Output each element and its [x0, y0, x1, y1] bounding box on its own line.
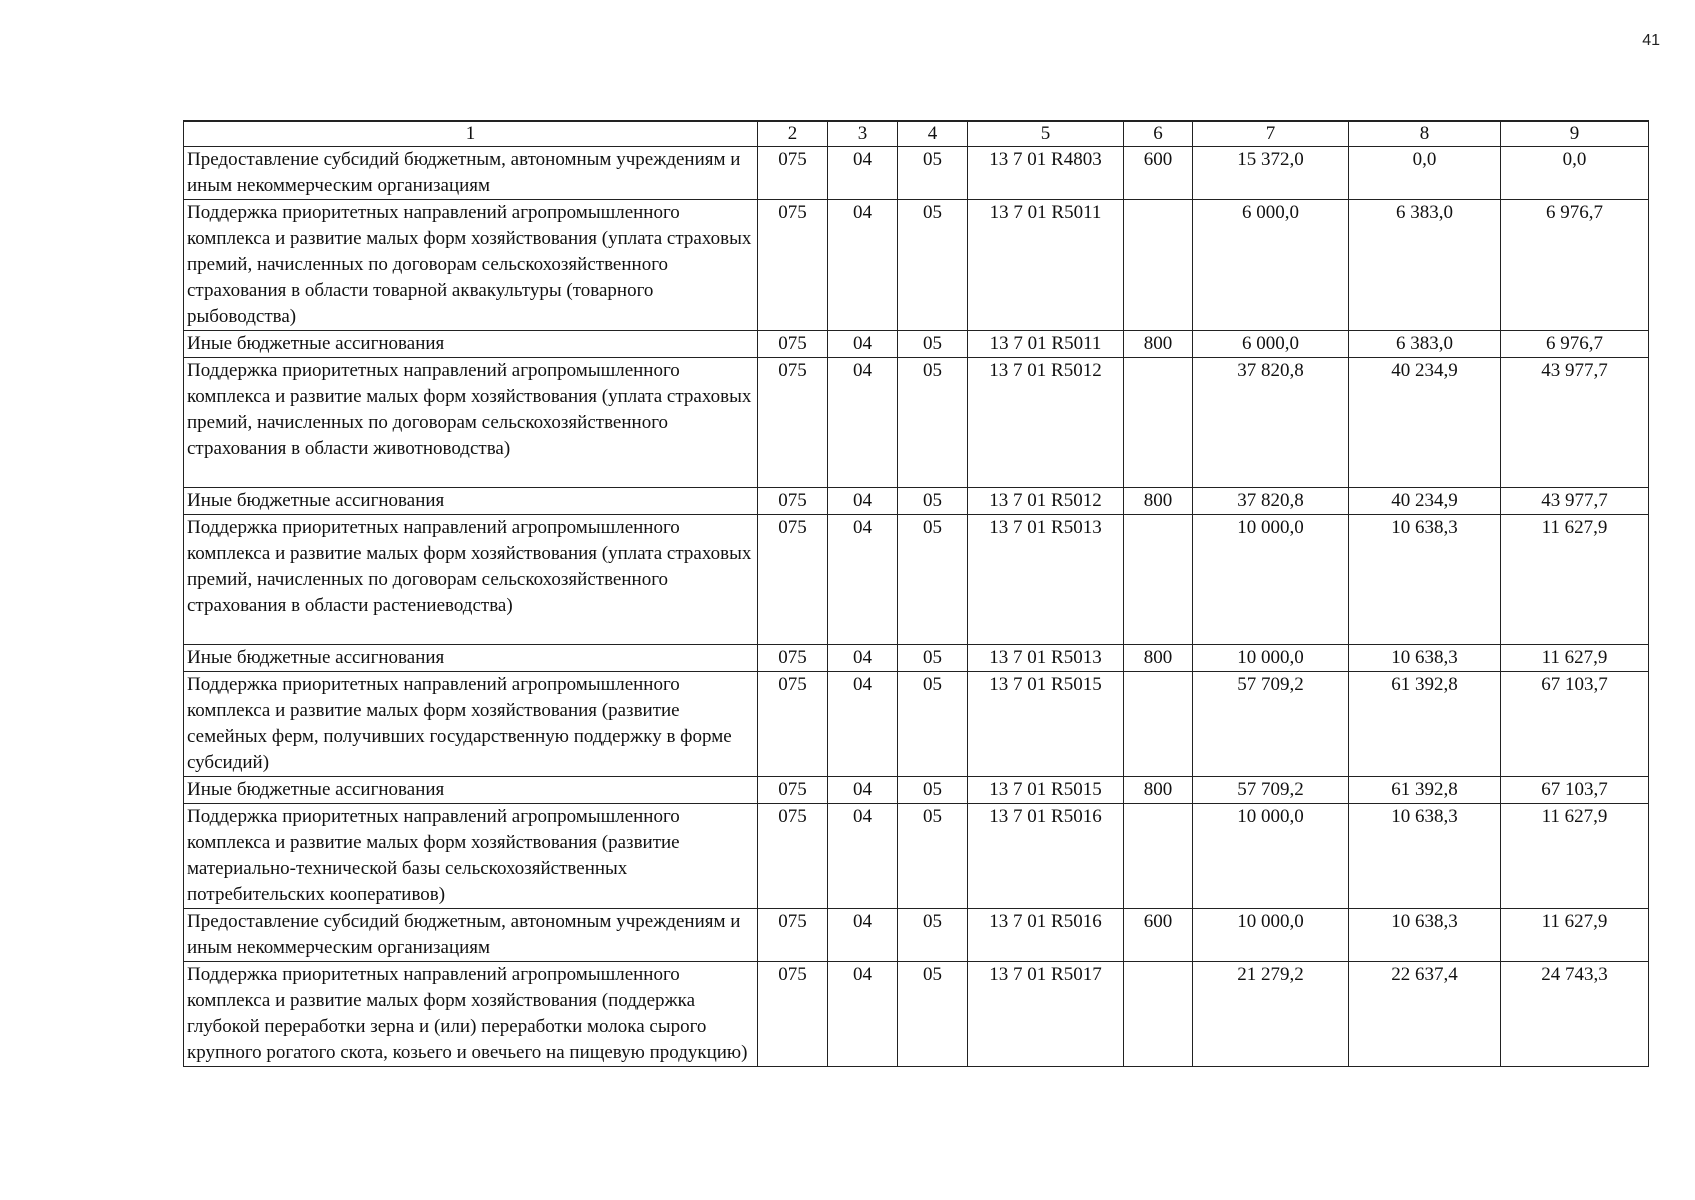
table-row: [184, 777, 1649, 804]
cell-amount-col7: 10 000,0: [1193, 515, 1349, 645]
cell-grbs: 075: [758, 909, 828, 962]
table-row: [184, 672, 1649, 777]
cell-grbs: 075: [758, 645, 828, 672]
row-name: Иные бюджетные ассигнования: [184, 645, 758, 672]
cell-expense-type: [1124, 515, 1193, 645]
row-name: Иные бюджетные ассигнования: [184, 488, 758, 515]
cell-grbs: 075: [758, 488, 828, 515]
cell-section: 04: [828, 777, 898, 804]
cell-amount-col8: 0,0: [1349, 147, 1501, 200]
header-cell: 2: [758, 121, 828, 147]
cell-amount-col8: 40 234,9: [1349, 358, 1501, 488]
cell-grbs: 075: [758, 777, 828, 804]
cell-section: 04: [828, 200, 898, 331]
cell-amount-col9: 11 627,9: [1501, 515, 1649, 645]
header-cell: 7: [1193, 121, 1349, 147]
cell-target-article: 13 7 01 R5015: [968, 672, 1124, 777]
row-name: Предоставление субсидий бюджетным, автономным учреждениям и иным некоммерческим организациям: [184, 147, 758, 200]
table-row: [184, 645, 1649, 672]
cell-subsection: 05: [898, 645, 968, 672]
cell-section: 04: [828, 358, 898, 488]
row-name: Поддержка приоритетных направлений агропромышленного комплекса и развитие малых форм хозяйствования (уплата страховых премий, начисленных по договорам сельскохозяйственного страхования в области животноводства): [184, 358, 758, 488]
table-row: [184, 331, 1649, 358]
cell-amount-col9: 24 743,3: [1501, 962, 1649, 1067]
cell-subsection: 05: [898, 672, 968, 777]
cell-section: 04: [828, 672, 898, 777]
cell-amount-col9: 11 627,9: [1501, 645, 1649, 672]
cell-amount-col7: 10 000,0: [1193, 645, 1349, 672]
cell-amount-col8: 40 234,9: [1349, 488, 1501, 515]
table-row: [184, 488, 1649, 515]
cell-subsection: 05: [898, 331, 968, 358]
table-row: [184, 200, 1649, 331]
cell-subsection: 05: [898, 962, 968, 1067]
header-cell: 6: [1124, 121, 1193, 147]
page-number: 41: [1642, 32, 1660, 49]
row-name: Поддержка приоритетных направлений агропромышленного комплекса и развитие малых форм хозяйствования (развитие семейных ферм, получивших государственную поддержку в форме субсидий): [184, 672, 758, 777]
row-name: Иные бюджетные ассигнования: [184, 777, 758, 804]
table-row: [184, 358, 1649, 488]
cell-target-article: 13 7 01 R5016: [968, 909, 1124, 962]
cell-amount-col8: 22 637,4: [1349, 962, 1501, 1067]
cell-subsection: 05: [898, 200, 968, 331]
cell-section: 04: [828, 909, 898, 962]
header-cell: 8: [1349, 121, 1501, 147]
cell-expense-type: [1124, 200, 1193, 331]
cell-grbs: 075: [758, 515, 828, 645]
cell-grbs: 075: [758, 962, 828, 1067]
table-row: [184, 147, 1649, 200]
header-cell: 9: [1501, 121, 1649, 147]
cell-amount-col7: 21 279,2: [1193, 962, 1349, 1067]
cell-subsection: 05: [898, 777, 968, 804]
cell-grbs: 075: [758, 200, 828, 331]
cell-expense-type: 800: [1124, 488, 1193, 515]
cell-amount-col8: 10 638,3: [1349, 909, 1501, 962]
cell-expense-type: 800: [1124, 331, 1193, 358]
cell-expense-type: 600: [1124, 909, 1193, 962]
cell-section: 04: [828, 331, 898, 358]
header-cell: 4: [898, 121, 968, 147]
cell-target-article: 13 7 01 R5017: [968, 962, 1124, 1067]
table-row: [184, 515, 1649, 645]
cell-amount-col9: 67 103,7: [1501, 672, 1649, 777]
table-row: [184, 962, 1649, 1067]
cell-amount-col9: 0,0: [1501, 147, 1649, 200]
table-header-row: [184, 121, 1649, 147]
row-name: Предоставление субсидий бюджетным, автономным учреждениям и иным некоммерческим организациям: [184, 909, 758, 962]
cell-amount-col8: 10 638,3: [1349, 515, 1501, 645]
cell-amount-col7: 57 709,2: [1193, 777, 1349, 804]
cell-target-article: 13 7 01 R4803: [968, 147, 1124, 200]
cell-expense-type: 800: [1124, 777, 1193, 804]
cell-section: 04: [828, 804, 898, 909]
cell-target-article: 13 7 01 R5011: [968, 200, 1124, 331]
cell-subsection: 05: [898, 358, 968, 488]
cell-expense-type: [1124, 358, 1193, 488]
cell-expense-type: 600: [1124, 147, 1193, 200]
row-name: Поддержка приоритетных направлений агропромышленного комплекса и развитие малых форм хозяйствования (уплата страховых премий, начисленных по договорам сельскохозяйственного страхования в области растениеводства): [184, 515, 758, 645]
header-cell: 1: [184, 121, 758, 147]
cell-amount-col8: 6 383,0: [1349, 200, 1501, 331]
cell-amount-col9: 6 976,7: [1501, 331, 1649, 358]
cell-subsection: 05: [898, 804, 968, 909]
header-cell: 5: [968, 121, 1124, 147]
table-row: [184, 804, 1649, 909]
cell-amount-col9: 6 976,7: [1501, 200, 1649, 331]
cell-amount-col8: 61 392,8: [1349, 777, 1501, 804]
cell-expense-type: [1124, 962, 1193, 1067]
cell-amount-col7: 57 709,2: [1193, 672, 1349, 777]
cell-amount-col8: 10 638,3: [1349, 645, 1501, 672]
budget-table: [183, 120, 1649, 1067]
row-name: Иные бюджетные ассигнования: [184, 331, 758, 358]
cell-amount-col9: 43 977,7: [1501, 488, 1649, 515]
cell-subsection: 05: [898, 909, 968, 962]
cell-expense-type: 800: [1124, 645, 1193, 672]
cell-amount-col7: 37 820,8: [1193, 358, 1349, 488]
cell-section: 04: [828, 515, 898, 645]
cell-amount-col7: 6 000,0: [1193, 331, 1349, 358]
cell-section: 04: [828, 962, 898, 1067]
cell-subsection: 05: [898, 488, 968, 515]
cell-amount-col9: 11 627,9: [1501, 909, 1649, 962]
cell-amount-col9: 11 627,9: [1501, 804, 1649, 909]
cell-target-article: 13 7 01 R5013: [968, 645, 1124, 672]
cell-subsection: 05: [898, 147, 968, 200]
cell-amount-col8: 6 383,0: [1349, 331, 1501, 358]
cell-target-article: 13 7 01 R5013: [968, 515, 1124, 645]
cell-target-article: 13 7 01 R5012: [968, 488, 1124, 515]
cell-expense-type: [1124, 672, 1193, 777]
cell-target-article: 13 7 01 R5012: [968, 358, 1124, 488]
header-cell: 3: [828, 121, 898, 147]
cell-target-article: 13 7 01 R5011: [968, 331, 1124, 358]
cell-grbs: 075: [758, 804, 828, 909]
cell-amount-col9: 43 977,7: [1501, 358, 1649, 488]
cell-amount-col7: 6 000,0: [1193, 200, 1349, 331]
cell-subsection: 05: [898, 515, 968, 645]
cell-amount-col7: 37 820,8: [1193, 488, 1349, 515]
cell-section: 04: [828, 147, 898, 200]
cell-amount-col9: 67 103,7: [1501, 777, 1649, 804]
cell-grbs: 075: [758, 331, 828, 358]
cell-amount-col7: 10 000,0: [1193, 804, 1349, 909]
cell-grbs: 075: [758, 672, 828, 777]
cell-amount-col7: 10 000,0: [1193, 909, 1349, 962]
cell-grbs: 075: [758, 147, 828, 200]
row-name: Поддержка приоритетных направлений агропромышленного комплекса и развитие малых форм хозяйствования (уплата страховых премий, начисленных по договорам сельскохозяйственного страхования в области товарной аквакультуры (товарного рыбоводства): [184, 200, 758, 331]
cell-amount-col8: 10 638,3: [1349, 804, 1501, 909]
cell-grbs: 075: [758, 358, 828, 488]
cell-target-article: 13 7 01 R5015: [968, 777, 1124, 804]
cell-expense-type: [1124, 804, 1193, 909]
cell-section: 04: [828, 645, 898, 672]
cell-amount-col7: 15 372,0: [1193, 147, 1349, 200]
cell-target-article: 13 7 01 R5016: [968, 804, 1124, 909]
row-name: Поддержка приоритетных направлений агропромышленного комплекса и развитие малых форм хозяйствования (развитие материально-технической базы сельскохозяйственных потребительских кооперативов): [184, 804, 758, 909]
table-row: [184, 909, 1649, 962]
cell-amount-col8: 61 392,8: [1349, 672, 1501, 777]
row-name: Поддержка приоритетных направлений агропромышленного комплекса и развитие малых форм хозяйствования (поддержка глубокой переработки зерна и (или) переработки молока сырого крупного рогатого скота, козьего и овечьего на пищевую продукцию): [184, 962, 758, 1067]
cell-section: 04: [828, 488, 898, 515]
